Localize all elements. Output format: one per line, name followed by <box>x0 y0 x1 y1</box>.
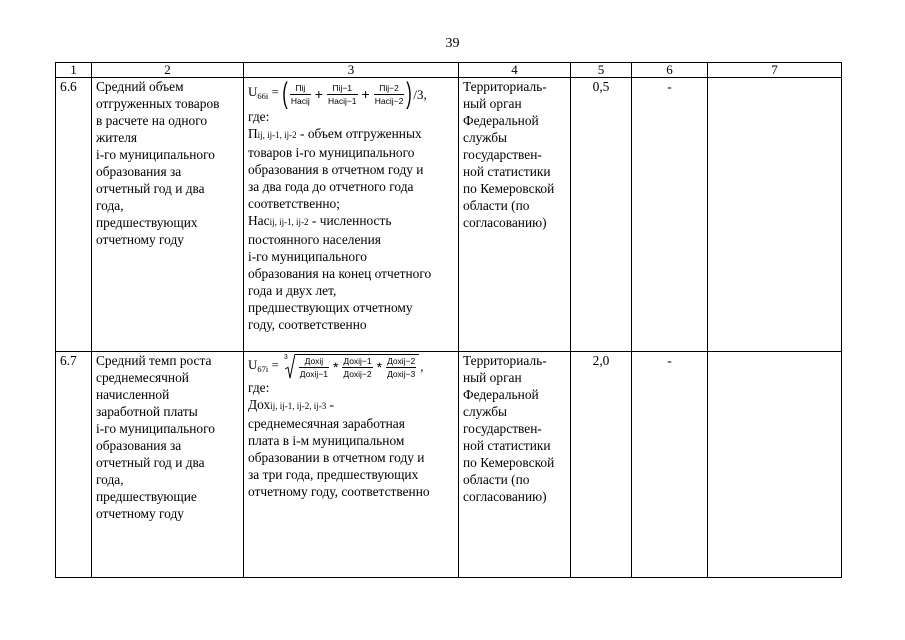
header-cell: 2 <box>92 63 244 78</box>
column-7-value <box>708 352 842 578</box>
data-source: Территориаль- ный орган Федеральной службы государствен- ной статистики по Кемеровской области (по согласованию) <box>459 78 571 352</box>
weight-value: 0,5 <box>571 78 632 352</box>
cube-root: 3 $\frac{\text{Дохij}}{\text{Дохij−1}}$ * $\frac{\text{Дохij−1}}{\text{Дохij−2}}$ * $\frac{\text{Дохij−2}}{\text{Дохij−3}}$ <box>284 354 419 379</box>
header-cell: 7 <box>708 63 842 78</box>
column-6-value: - <box>632 78 708 352</box>
column-6-value: - <box>632 352 708 578</box>
formula-u67: $U_{67i}$ = 3 $\frac{\text{Дохij}}{\text{Дохij−1}}$ * $\frac{\text{Дохij−1}}{\text{Дохij−2}}$ * $\frac{\text{Дохij−2}}{\text{Дохij−3}}$ , <box>248 354 424 379</box>
where-label: где: <box>248 380 270 395</box>
table-row <box>56 78 842 352</box>
row-number: 6.7 <box>56 352 92 578</box>
page-number: 39 <box>445 36 460 51</box>
header-cell: 6 <box>632 63 708 78</box>
header-cell: 1 <box>56 63 92 78</box>
formula-u66: $U_{66i}$ = ( $\frac{\text{Пij}}{\text{Насij}}$ + $\frac{\text{Пij−1}}{\text{Насij−1}}$ + $\frac{\text{Пij−2}}{\text{Насij−2}}$ ) /3, <box>248 77 427 110</box>
row-number: 6.6 <box>56 78 92 352</box>
header-cell: 3 <box>244 63 459 78</box>
weight-value: 2,0 <box>571 352 632 578</box>
column-7-value <box>708 78 842 352</box>
where-label: где: <box>248 109 270 124</box>
header-cell: 5 <box>571 63 632 78</box>
indicator-name: Средний объем отгруженных товаров в расчете на одного жителя i-го муниципального образования за отчетный год и два года, предшествующих отчетному году <box>92 78 244 352</box>
header-cell: 4 <box>459 63 571 78</box>
indicator-table <box>55 62 842 578</box>
table-row <box>56 352 842 578</box>
calculation-method: $U_{66i}$ = ( $\frac{\text{Пij}}{\text{Насij}}$ + $\frac{\text{Пij−1}}{\text{Насij−1}}$ + $\frac{\text{Пij−2}}{\text{Насij−2}}$ ) /3, где: Пij, ij-1, ij-2 - объем отгруженных товаров i-го муниципального образования в отчетном году и за два года до отчетного года соответственно; Насij, ij-1, ij-2 - численность постоянного населения i-го муниципального образования на конец отчетного года и двух лет, предшествующих отчетному году, соответственно <box>244 78 459 352</box>
calculation-method: $U_{67i}$ = 3 $\frac{\text{Дохij}}{\text{Дохij−1}}$ * $\frac{\text{Дохij−1}}{\text{Дохij−2}}$ * $\frac{\text{Дохij−2}}{\text{Дохij−3}}$ , где: Дохij, ij-1, ij-2, ij-3 - среднемесячная заработная плата в i-м муниципальном образовании в отчетном году и за три года, предшествующих отчетному году, соответственно <box>244 352 459 578</box>
header-row <box>56 63 842 78</box>
indicator-name: Средний темп роста среднемесячной начисленной заработной платы i-го муниципального образования за отчетный год и два года, предшествующие отчетному году <box>92 352 244 578</box>
data-source: Территориаль- ный орган Федеральной службы государствен- ной статистики по Кемеровской области (по согласованию) <box>459 352 571 578</box>
